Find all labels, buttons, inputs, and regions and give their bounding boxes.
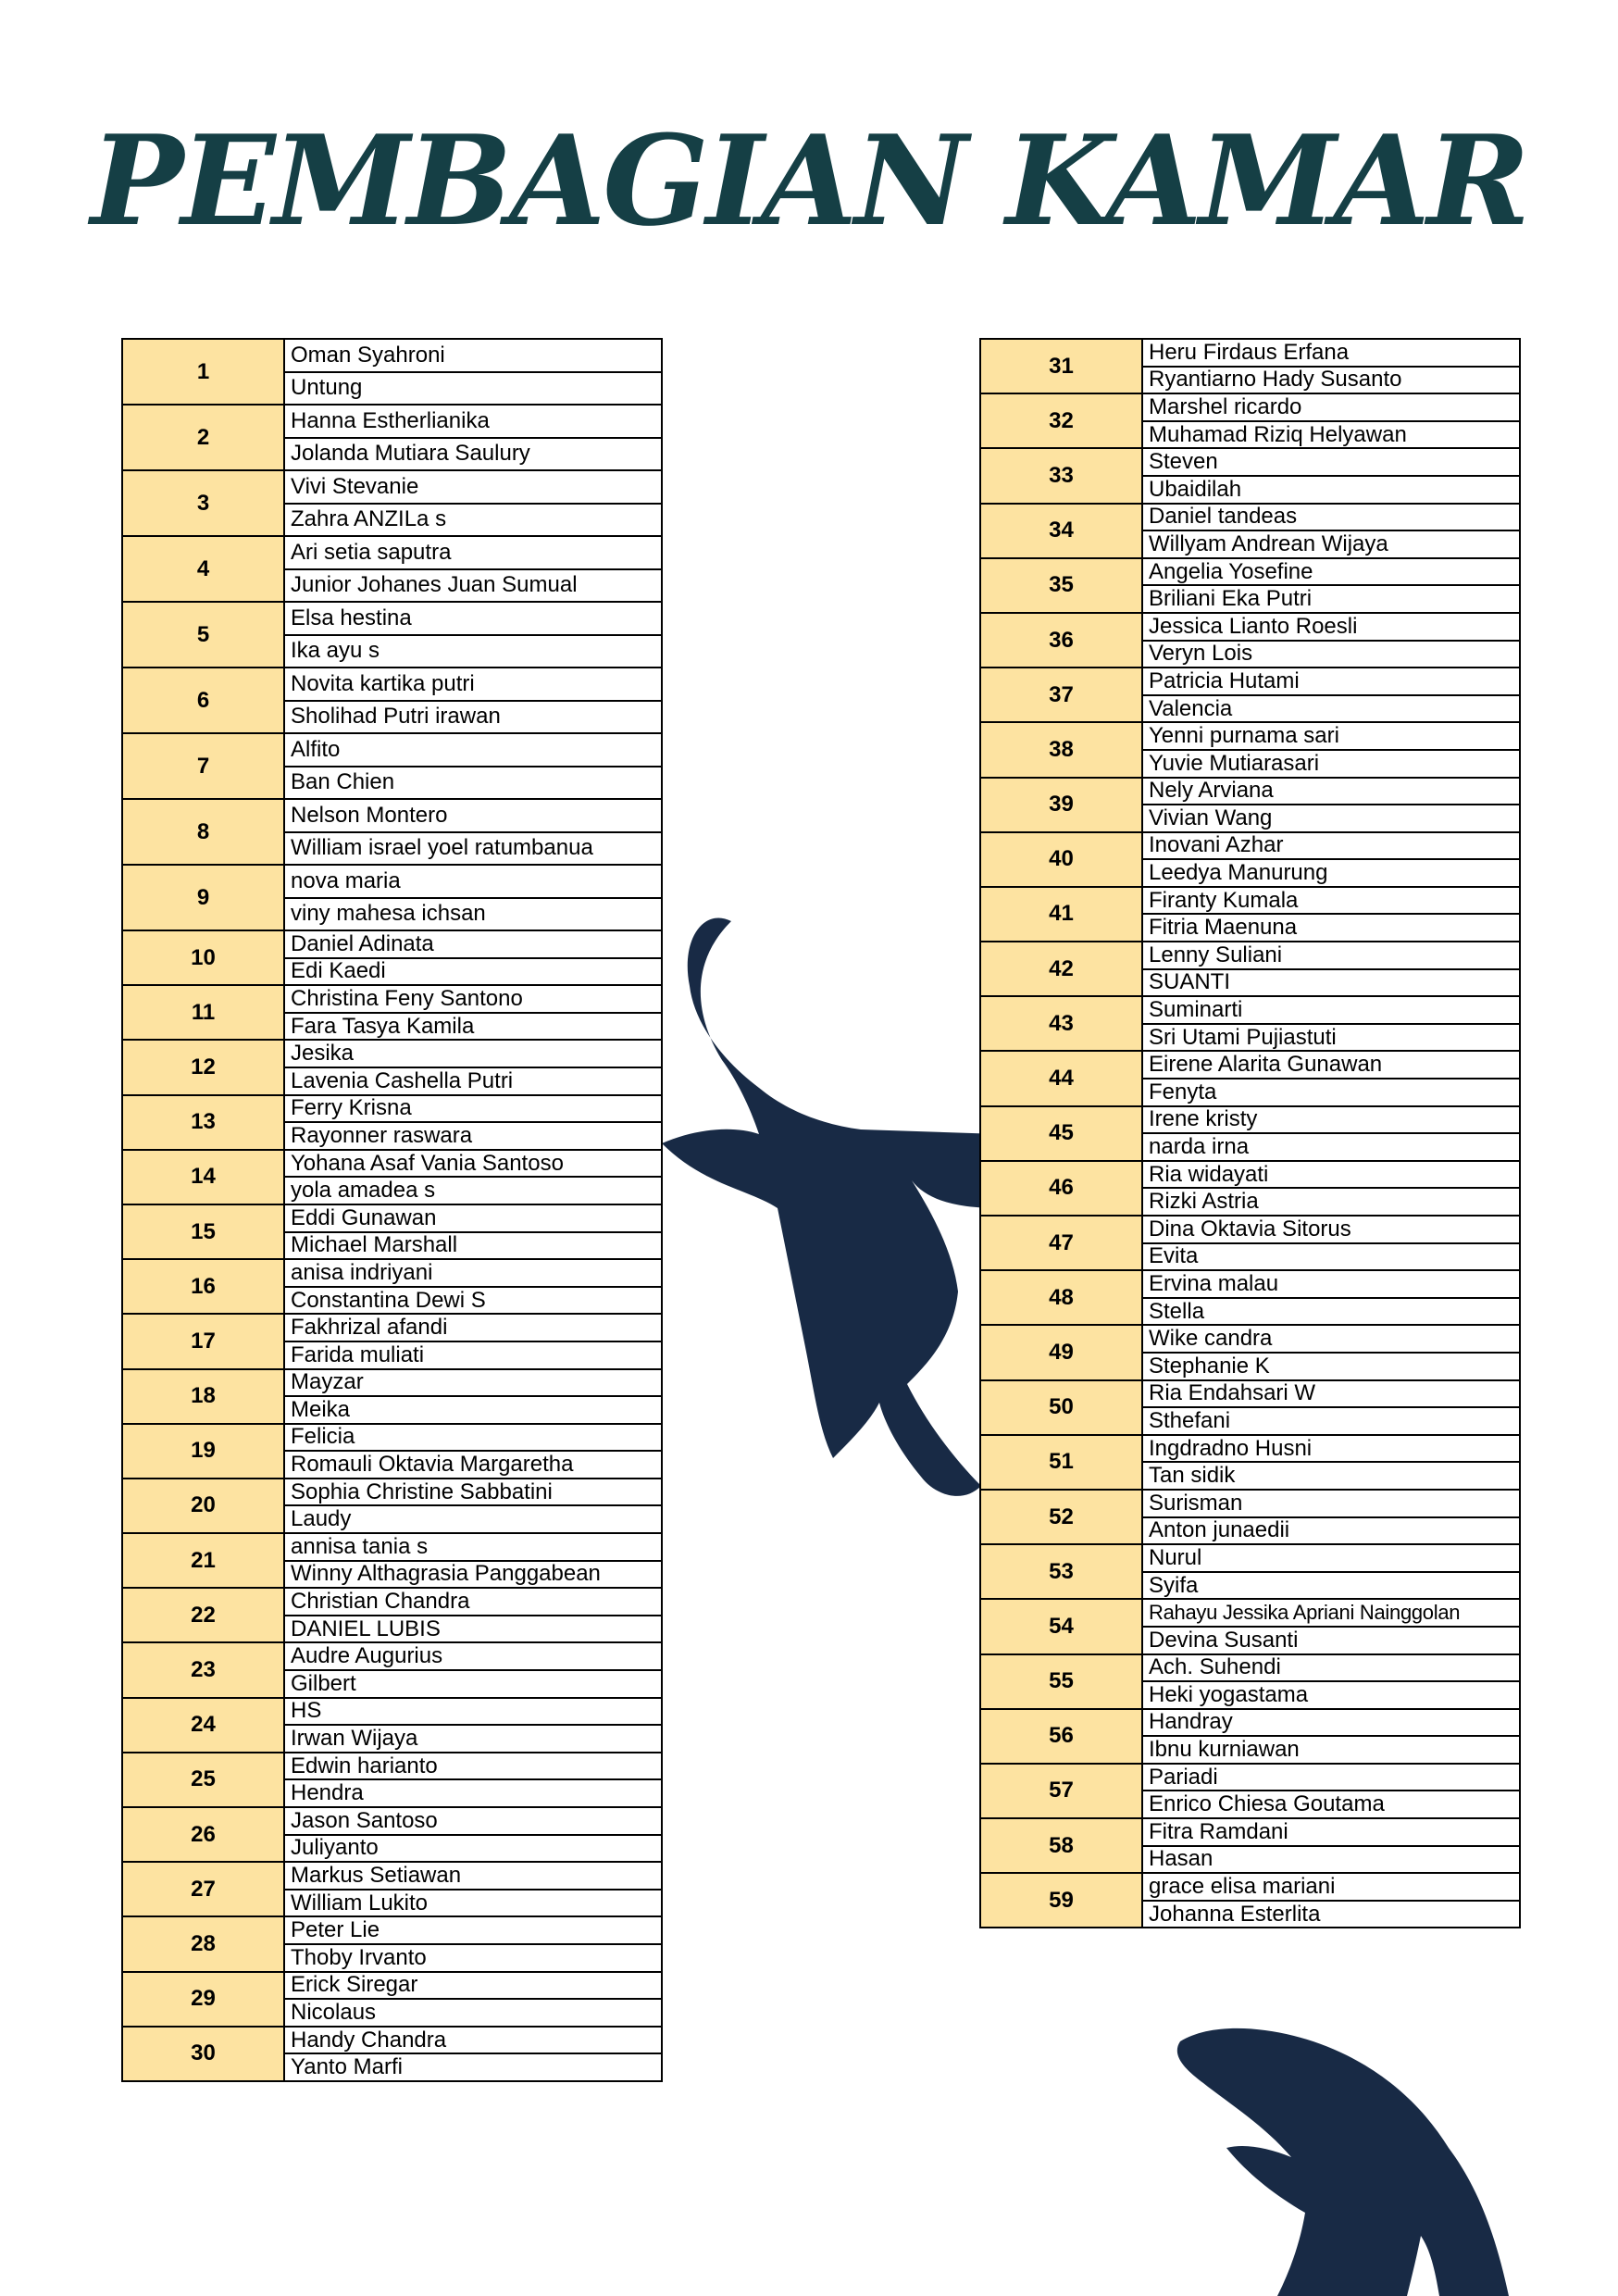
occupant-name: Briliani Eka Putri [1142, 585, 1520, 613]
occupant-name: Vivian Wang [1142, 805, 1520, 832]
table-row [980, 668, 1520, 695]
occupant-name: Yenni purnama sari [1142, 722, 1520, 750]
occupant-name: Anton junaedii [1142, 1517, 1520, 1545]
occupant-name: Sophia Christine Sabbatini [284, 1479, 662, 1506]
occupant-name: nova maria [284, 865, 662, 898]
room-number: 27 [122, 1862, 284, 1916]
occupant-name: Jesika [284, 1040, 662, 1067]
room-number: 30 [122, 2027, 284, 2081]
table-row [122, 1972, 662, 2000]
table-row [122, 1588, 662, 1616]
page-title: PEMBAGIAN KAMAR [90, 107, 1528, 254]
table-row [980, 1216, 1520, 1243]
room-number: 23 [122, 1642, 284, 1697]
occupant-name: Nicolaus [284, 1999, 662, 2027]
room-number: 14 [122, 1150, 284, 1204]
table-row [980, 1818, 1520, 1846]
occupant-name: Jason Santoso [284, 1807, 662, 1835]
occupant-name: Hanna Estherlianika [284, 405, 662, 438]
occupant-name: Ubaidilah [1142, 476, 1520, 504]
occupant-name: Ferry Krisna [284, 1095, 662, 1123]
occupant-name: Evita [1142, 1243, 1520, 1271]
occupant-name: Jessica Lianto Roesli [1142, 613, 1520, 641]
room-number: 50 [980, 1380, 1142, 1435]
occupant-name: Laudy [284, 1505, 662, 1533]
room-number: 33 [980, 448, 1142, 503]
occupant-name: Angelia Yosefine [1142, 558, 1520, 586]
occupant-name: SUANTI [1142, 969, 1520, 997]
table-row [122, 536, 662, 569]
occupant-name: Christian Chandra [284, 1588, 662, 1616]
occupant-name: Enrico Chiesa Goutama [1142, 1791, 1520, 1818]
table-row [122, 1040, 662, 1067]
occupant-name: Fitra Ramdani [1142, 1818, 1520, 1846]
occupant-name: DANIEL LUBIS [284, 1616, 662, 1643]
room-number: 41 [980, 887, 1142, 942]
table-row [122, 1642, 662, 1670]
table-row [122, 339, 662, 372]
room-number: 40 [980, 832, 1142, 887]
table-row [980, 393, 1520, 421]
occupant-name: Untung [284, 372, 662, 406]
occupant-name: Nely Arviana [1142, 778, 1520, 805]
occupant-name: Irene kristy [1142, 1106, 1520, 1134]
room-number: 47 [980, 1216, 1142, 1270]
room-number: 26 [122, 1807, 284, 1862]
occupant-name: Ryantiarno Hady Susanto [1142, 367, 1520, 394]
room-number: 39 [980, 778, 1142, 832]
table-row [122, 1259, 662, 1287]
room-number: 13 [122, 1095, 284, 1150]
occupant-name: William Lukito [284, 1890, 662, 1917]
occupant-name: Gilbert [284, 1670, 662, 1698]
occupant-name: Oman Syahroni [284, 339, 662, 372]
occupant-name: Syifa [1142, 1572, 1520, 1600]
occupant-name: Felicia [284, 1424, 662, 1452]
room-number: 38 [980, 722, 1142, 777]
occupant-name: narda irna [1142, 1133, 1520, 1161]
occupant-name: Christina Feny Santono [284, 985, 662, 1013]
room-number: 22 [122, 1588, 284, 1642]
occupant-name: Meika [284, 1396, 662, 1424]
occupant-name: Romauli Oktavia Margaretha [284, 1451, 662, 1479]
room-number: 31 [980, 339, 1142, 393]
room-number: 43 [980, 996, 1142, 1051]
occupant-name: Peter Lie [284, 1916, 662, 1944]
table-row [980, 1270, 1520, 1298]
room-number: 1 [122, 339, 284, 405]
table-row [122, 1698, 662, 1726]
occupant-name: Fitria Maenuna [1142, 914, 1520, 942]
occupant-name: Eirene Alarita Gunawan [1142, 1051, 1520, 1079]
table-row [122, 1424, 662, 1452]
room-number: 24 [122, 1698, 284, 1753]
occupant-name: Nelson Montero [284, 799, 662, 832]
occupant-name: Winny Althagrasia Panggabean [284, 1561, 662, 1589]
occupant-name: Heki yogastama [1142, 1681, 1520, 1709]
occupant-name: annisa tania s [284, 1533, 662, 1561]
table-row [980, 832, 1520, 860]
table-row [980, 722, 1520, 750]
occupant-name: Handray [1142, 1709, 1520, 1737]
room-number: 35 [980, 558, 1142, 613]
occupant-name: Lenny Suliani [1142, 942, 1520, 969]
occupant-name: Daniel Adinata [284, 930, 662, 958]
table-row [980, 558, 1520, 586]
occupant-name: Ingdradno Husni [1142, 1435, 1520, 1463]
occupant-name: Surisman [1142, 1490, 1520, 1517]
table-row [122, 602, 662, 635]
occupant-name: Handy Chandra [284, 2027, 662, 2054]
table-row [122, 733, 662, 767]
room-number: 42 [980, 942, 1142, 996]
occupant-name: Devina Susanti [1142, 1627, 1520, 1654]
occupant-name: Johanna Esterlita [1142, 1901, 1520, 1928]
occupant-name: Hasan [1142, 1846, 1520, 1874]
table-row [122, 1150, 662, 1178]
occupant-name: Erick Siregar [284, 1972, 662, 2000]
room-number: 53 [980, 1544, 1142, 1599]
occupant-name: Wike candra [1142, 1325, 1520, 1353]
occupant-name: Ria Endahsari W [1142, 1380, 1520, 1408]
occupant-name: Ari setia saputra [284, 536, 662, 569]
room-number: 36 [980, 613, 1142, 668]
occupant-name: Firanty Kumala [1142, 887, 1520, 915]
occupant-name: Ban Chien [284, 767, 662, 800]
table-row [980, 1764, 1520, 1791]
room-number: 20 [122, 1479, 284, 1533]
occupant-name: Tan sidik [1142, 1462, 1520, 1490]
table-row [122, 2027, 662, 2054]
occupant-name: Markus Setiawan [284, 1862, 662, 1890]
occupant-name: Sri Utami Pujiastuti [1142, 1024, 1520, 1052]
occupant-name: Suminarti [1142, 996, 1520, 1024]
koi-fish-icon [648, 903, 1000, 1532]
occupant-name: Novita kartika putri [284, 668, 662, 701]
occupant-name: Dina Oktavia Sitorus [1142, 1216, 1520, 1243]
occupant-name: Ervina malau [1142, 1270, 1520, 1298]
room-number: 8 [122, 799, 284, 865]
occupant-name: Fenyta [1142, 1079, 1520, 1106]
occupant-name: Willyam Andrean Wijaya [1142, 530, 1520, 558]
room-number: 52 [980, 1490, 1142, 1544]
occupant-name: Pariadi [1142, 1764, 1520, 1791]
table-row [122, 799, 662, 832]
occupant-name: Nurul [1142, 1544, 1520, 1572]
room-number: 59 [980, 1873, 1142, 1928]
room-number: 44 [980, 1051, 1142, 1105]
table-row [122, 1204, 662, 1232]
table-row [122, 1862, 662, 1890]
room-number: 18 [122, 1369, 284, 1424]
table-row [122, 405, 662, 438]
occupant-name: Yuvie Mutiarasari [1142, 750, 1520, 778]
occupant-name: Constantina Dewi S [284, 1287, 662, 1315]
occupant-name: Rayonner raswara [284, 1122, 662, 1150]
table-row [122, 1314, 662, 1341]
occupant-name: Patricia Hutami [1142, 668, 1520, 695]
occupant-name: Stephanie K [1142, 1353, 1520, 1380]
table-row [122, 1916, 662, 1944]
table-row [980, 942, 1520, 969]
table-row [980, 1873, 1520, 1901]
occupant-name: Yohana Asaf Vania Santoso [284, 1150, 662, 1178]
occupant-name: viny mahesa ichsan [284, 898, 662, 931]
occupant-name: Leedya Manurung [1142, 859, 1520, 887]
room-number: 51 [980, 1435, 1142, 1490]
room-number: 10 [122, 930, 284, 985]
occupant-name: Junior Johanes Juan Sumual [284, 569, 662, 603]
table-row [980, 1490, 1520, 1517]
room-number: 7 [122, 733, 284, 799]
occupant-name: Heru Firdaus Erfana [1142, 339, 1520, 367]
occupant-name: Edi Kaedi [284, 958, 662, 986]
table-row [122, 1095, 662, 1123]
table-row [980, 1051, 1520, 1079]
room-number: 17 [122, 1314, 284, 1368]
table-row [980, 339, 1520, 367]
room-table-right [979, 338, 1521, 1928]
table-row [980, 887, 1520, 915]
occupant-name: Zahra ANZILa s [284, 504, 662, 537]
occupant-name: Yanto Marfi [284, 2053, 662, 2081]
room-number: 28 [122, 1916, 284, 1971]
room-number: 3 [122, 470, 284, 536]
occupant-name: Edwin harianto [284, 1753, 662, 1780]
room-number: 32 [980, 393, 1142, 448]
room-number: 57 [980, 1764, 1142, 1818]
occupant-name: Irwan Wijaya [284, 1725, 662, 1753]
room-number: 46 [980, 1161, 1142, 1216]
room-table-left [121, 338, 663, 2082]
table-row [122, 985, 662, 1013]
occupant-name: Hendra [284, 1779, 662, 1807]
occupant-name: Mayzar [284, 1369, 662, 1397]
table-row [122, 1369, 662, 1397]
table-row [122, 1479, 662, 1506]
table-row [980, 1325, 1520, 1353]
occupant-name: Muhamad Riziq Helyawan [1142, 421, 1520, 449]
room-number: 55 [980, 1654, 1142, 1709]
table-row [980, 1106, 1520, 1134]
room-number: 5 [122, 602, 284, 668]
table-row [980, 1654, 1520, 1682]
table-row [122, 668, 662, 701]
room-number: 4 [122, 536, 284, 602]
table-row [980, 996, 1520, 1024]
occupant-name: Marshel ricardo [1142, 393, 1520, 421]
table-row [980, 504, 1520, 531]
table-row [122, 1807, 662, 1835]
occupant-name: Ibnu kurniawan [1142, 1736, 1520, 1764]
room-number: 58 [980, 1818, 1142, 1873]
table-row [980, 1544, 1520, 1572]
occupant-name: yola amadea s [284, 1177, 662, 1204]
occupant-name: Elsa hestina [284, 602, 662, 635]
occupant-name: Lavenia Cashella Putri [284, 1067, 662, 1095]
occupant-name: Sholihad Putri irawan [284, 701, 662, 734]
occupant-name: Thoby Irvanto [284, 1944, 662, 1972]
table-row [980, 613, 1520, 641]
room-number: 45 [980, 1106, 1142, 1161]
table-row [980, 1709, 1520, 1737]
room-number: 29 [122, 1972, 284, 2027]
room-number: 56 [980, 1709, 1142, 1764]
room-number: 25 [122, 1753, 284, 1807]
occupant-name: Valencia [1142, 695, 1520, 723]
room-number: 16 [122, 1259, 284, 1314]
occupant-name: William israel yoel ratumbanua [284, 832, 662, 866]
table-row [980, 1161, 1520, 1189]
occupant-name: Veryn Lois [1142, 641, 1520, 668]
table-row [122, 1533, 662, 1561]
room-number: 12 [122, 1040, 284, 1094]
room-number: 54 [980, 1599, 1142, 1653]
table-row [122, 865, 662, 898]
room-number: 48 [980, 1270, 1142, 1325]
occupant-name: Daniel tandeas [1142, 504, 1520, 531]
occupant-name: Rahayu Jessika Apriani Nainggolan [1142, 1599, 1520, 1627]
room-number: 15 [122, 1204, 284, 1259]
room-number: 11 [122, 985, 284, 1040]
occupant-name: Fakhrizal afandi [284, 1314, 662, 1341]
room-number: 34 [980, 504, 1142, 558]
room-number: 37 [980, 668, 1142, 722]
occupant-name: Sthefani [1142, 1407, 1520, 1435]
occupant-name: Audre Augurius [284, 1642, 662, 1670]
occupant-name: Ach. Suhendi [1142, 1654, 1520, 1682]
occupant-name: Farida muliati [284, 1341, 662, 1369]
table-row [980, 1599, 1520, 1627]
table-row [980, 448, 1520, 476]
occupant-name: Stella [1142, 1298, 1520, 1326]
table-row [980, 1380, 1520, 1408]
occupant-name: Juliyanto [284, 1835, 662, 1863]
table-row [980, 778, 1520, 805]
occupant-name: HS [284, 1698, 662, 1726]
occupant-name: Steven [1142, 448, 1520, 476]
occupant-name: Ria widayati [1142, 1161, 1520, 1189]
occupant-name: Jolanda Mutiara Saulury [284, 438, 662, 471]
table-row [122, 1753, 662, 1780]
room-number: 6 [122, 668, 284, 733]
occupant-name: Inovani Azhar [1142, 832, 1520, 860]
room-number: 9 [122, 865, 284, 930]
occupant-name: Ika ayu s [284, 635, 662, 668]
occupant-name: Eddi Gunawan [284, 1204, 662, 1232]
occupant-name: Fara Tasya Kamila [284, 1013, 662, 1041]
koi-fish-tail-icon [1162, 2018, 1550, 2296]
occupant-name: Michael Marshall [284, 1232, 662, 1260]
occupant-name: grace elisa mariani [1142, 1873, 1520, 1901]
table-row [122, 470, 662, 504]
occupant-name: Vivi Stevanie [284, 470, 662, 504]
occupant-name: Rizki Astria [1142, 1188, 1520, 1216]
room-number: 21 [122, 1533, 284, 1588]
room-number: 49 [980, 1325, 1142, 1379]
room-number: 19 [122, 1424, 284, 1479]
table-row [122, 930, 662, 958]
occupant-name: anisa indriyani [284, 1259, 662, 1287]
occupant-name: Alfito [284, 733, 662, 767]
table-row [980, 1435, 1520, 1463]
room-number: 2 [122, 405, 284, 470]
